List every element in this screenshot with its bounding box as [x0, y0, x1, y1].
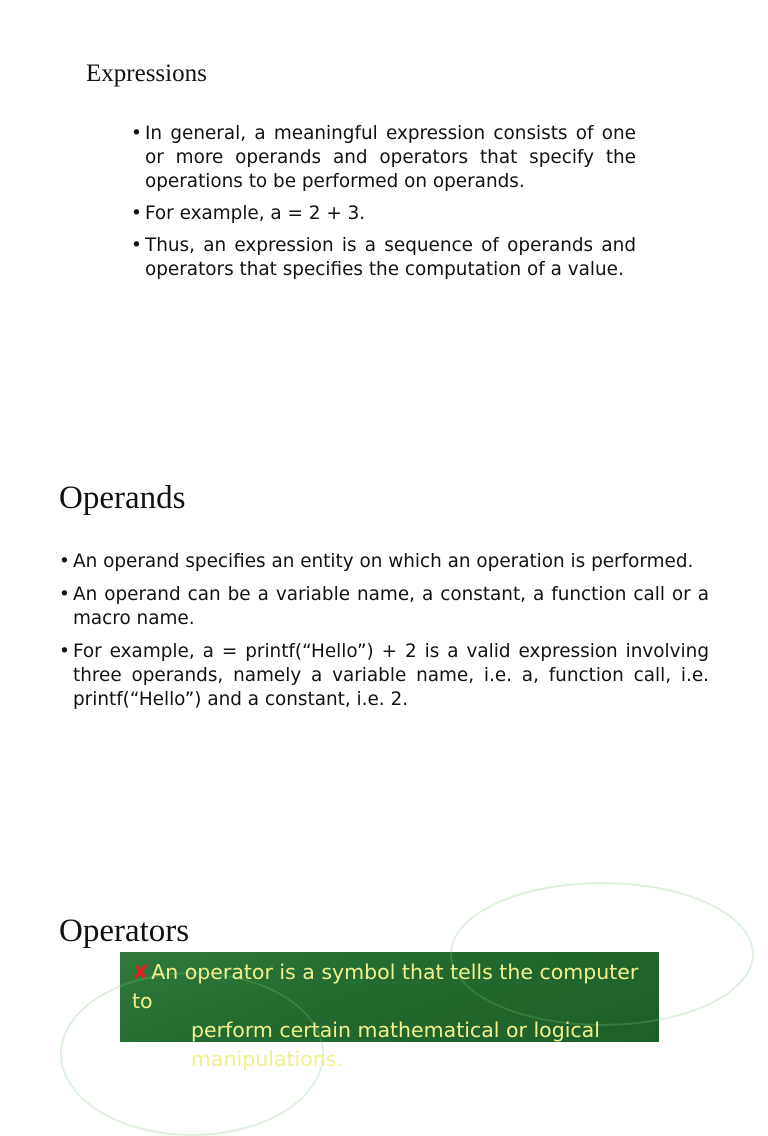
definition-line-3: manipulations. [191, 1047, 343, 1071]
bullet-icon: • [59, 551, 70, 572]
expressions-bullet-item [131, 122, 636, 194]
operands-title: Operands [59, 480, 186, 516]
definition-line-1: An operator is a symbol that tells the computer to [132, 960, 639, 1013]
expressions-bullet-item [131, 234, 636, 282]
operands-bullet-list [59, 550, 709, 721]
bullet-icon: • [131, 203, 142, 224]
bullet-text: For example, a = printf(“Hello”) + 2 is a valid expression involving three operands, namely a variable name, i.e. a, function call, i.e. printf(“Hello”) and a constant, i.e. 2. [73, 641, 709, 710]
expressions-title: Expressions [86, 60, 207, 87]
bullet-text: An operand can be a variable name, a constant, a function call or a macro name. [73, 584, 709, 629]
bullet-text: In general, a meaningful expression consists of one or more operands and operators that specify the operations to be performed on operands. [145, 123, 636, 192]
bullet-text: An operand specifies an entity on which an operation is performed. [73, 551, 694, 572]
definition-line-2: perform certain mathematical or logical [191, 1018, 600, 1042]
operators-title: Operators [59, 913, 190, 949]
bullet-icon: • [59, 584, 70, 605]
operator-definition-text [132, 958, 652, 1074]
cross-icon: ✘ [132, 960, 150, 984]
expressions-bullet-list [131, 122, 636, 290]
operator-definition-box [120, 952, 659, 1071]
bullet-icon: • [131, 235, 142, 256]
operands-bullet-item [59, 550, 709, 574]
expressions-bullet-item [131, 202, 636, 226]
bullet-text: For example, a = 2 + 3. [145, 203, 366, 224]
bullet-icon: • [131, 123, 142, 144]
operands-bullet-item [59, 583, 709, 631]
bullet-text: Thus, an expression is a sequence of operands and operators that specifies the computation of a value. [145, 235, 636, 280]
operands-bullet-item [59, 640, 709, 712]
bullet-icon: • [59, 641, 70, 662]
